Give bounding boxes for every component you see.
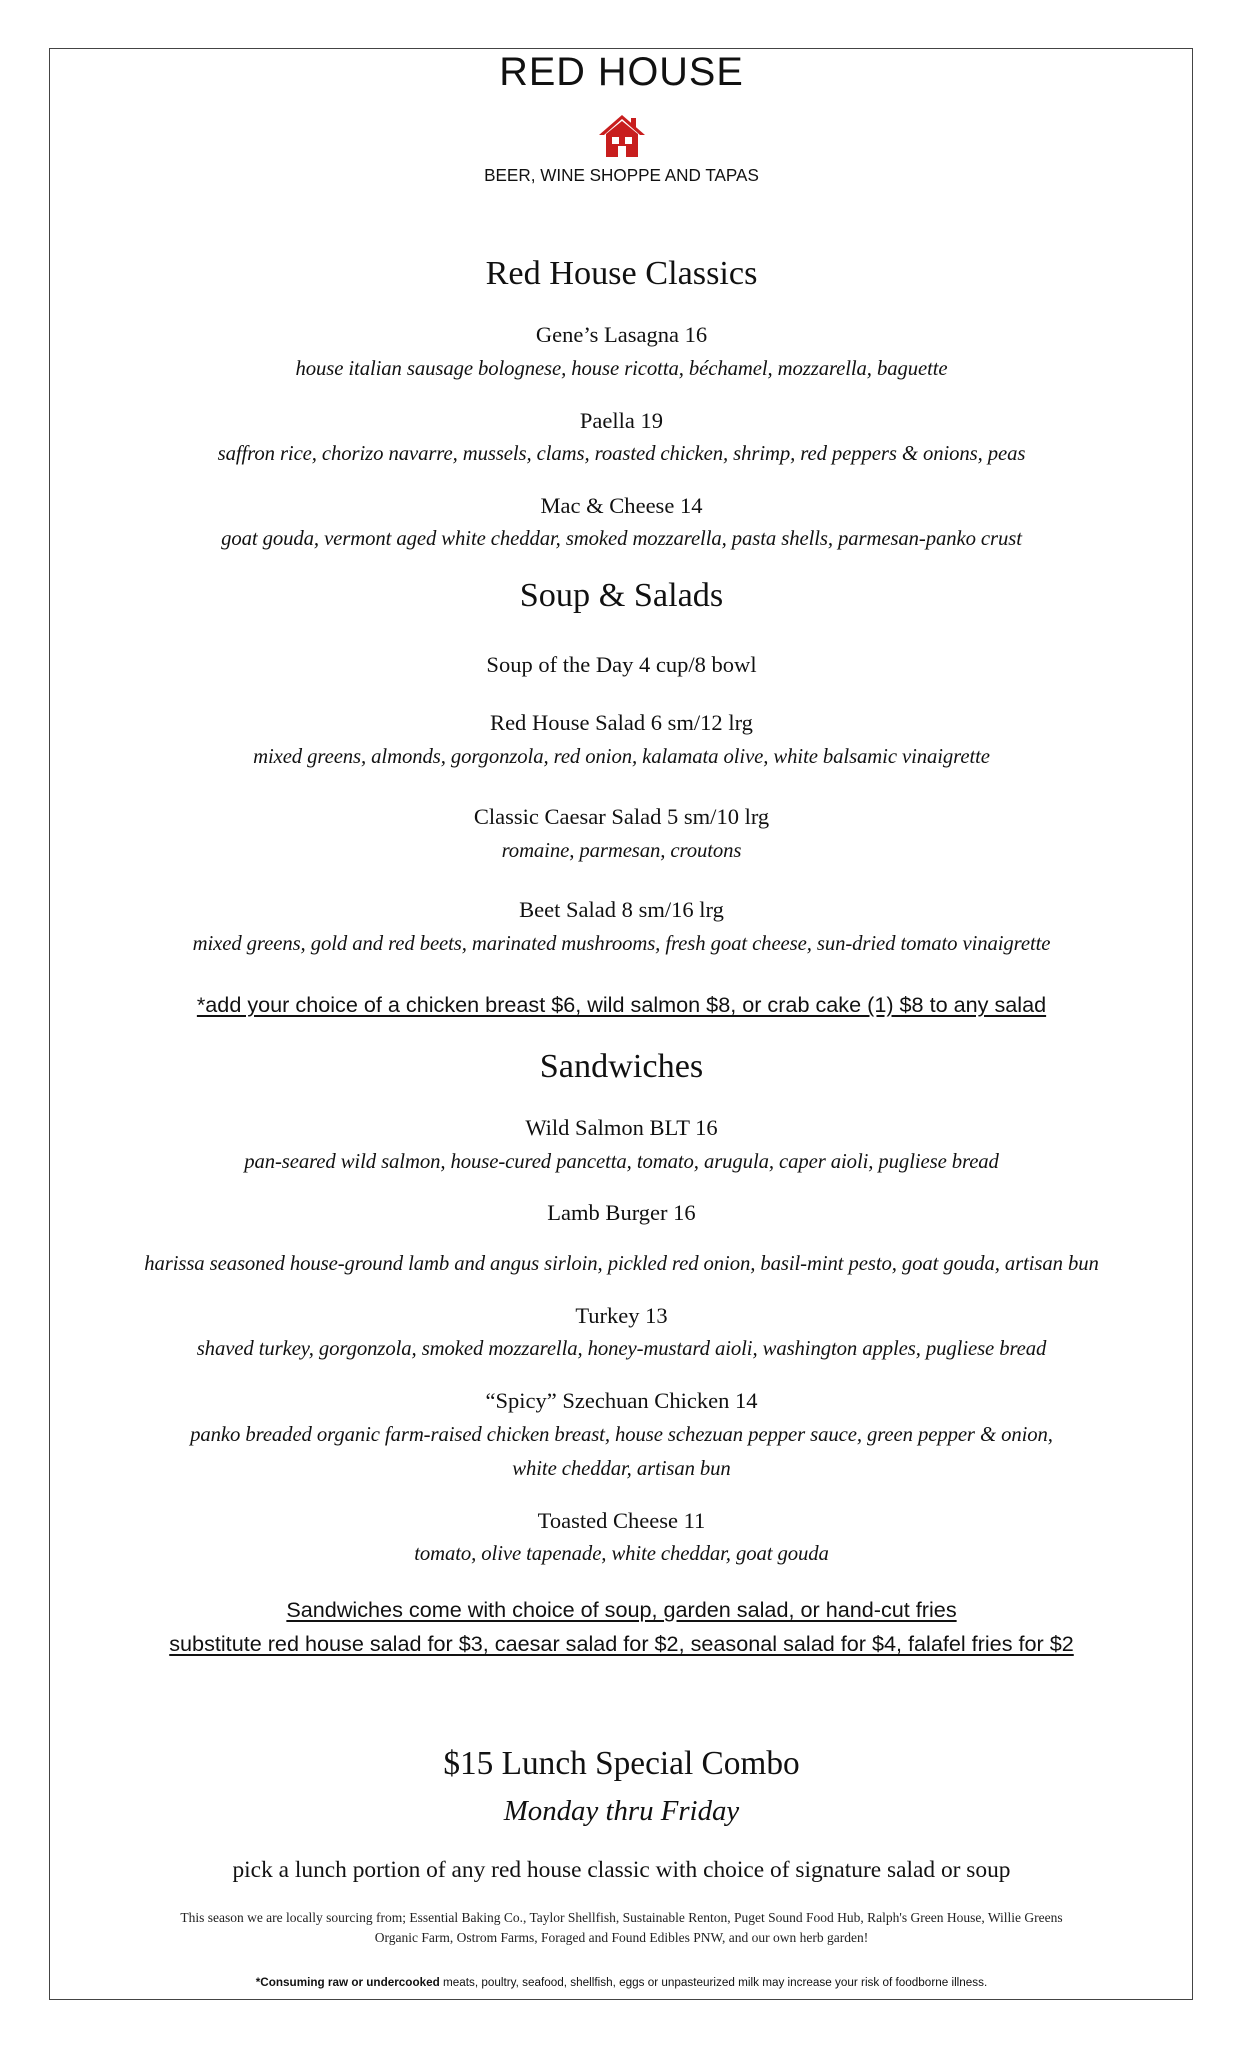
menu-item-name: “Spicy” Szechuan Chicken 14 xyxy=(485,1388,758,1413)
section-heading-soups: Soup & Salads xyxy=(519,576,724,614)
warning-text: meats, poultry, seafood, shellfish, eggs or unpasteurized milk may increase your risk of foodborne illness. xyxy=(439,1976,988,1989)
foodborne-warning xyxy=(0,1976,1243,1989)
menu-item-name: Paella 19 xyxy=(579,408,664,433)
menu-item-description: house italian sausage bolognese, house ricotta, béchamel, mozzarella, baguette xyxy=(295,358,948,380)
menu-item-name: Red House Salad 6 sm/12 lrg xyxy=(490,710,753,735)
menu-item-description: panko breaded organic farm-raised chicken breast, house schezuan pepper sauce, green pepper & onion, xyxy=(190,1424,1053,1446)
menu-item-name: Turkey 13 xyxy=(575,1303,668,1328)
lunch-special-description: pick a lunch portion of any red house classic with choice of signature salad or soup xyxy=(232,1857,1011,1883)
menu-item-description: shaved turkey, gorgonzola, smoked mozzarella, honey-mustard aioli, washington apples, pugliese bread xyxy=(196,1338,1047,1360)
menu-item-description: goat gouda, vermont aged white cheddar, smoked mozzarella, pasta shells, parmesan-panko crust xyxy=(221,528,1022,550)
menu-item-name: Gene’s Lasagna 16 xyxy=(535,322,708,347)
house-icon xyxy=(597,113,647,159)
warning-bold-text: *Consuming raw or undercooked xyxy=(255,1976,440,1989)
menu-item-name: Beet Salad 8 sm/16 lrg xyxy=(519,897,724,922)
tagline: BEER, WINE SHOPPE AND TAPAS xyxy=(484,166,759,185)
section-heading-sandwiches: Sandwiches xyxy=(539,1047,704,1085)
salad-addon-note: *add your choice of a chicken breast $6, wild salmon $8, or crab cake (1) $8 to any salad xyxy=(196,992,1047,1017)
section-heading-classics: Red House Classics xyxy=(485,254,758,292)
lunch-special-days: Monday thru Friday xyxy=(503,1795,740,1827)
menu-item-name: Wild Salmon BLT 16 xyxy=(525,1115,718,1140)
menu-item-description: pan-seared wild salmon, house-cured pancetta, tomato, arugula, caper aioli, pugliese bread xyxy=(244,1151,999,1173)
menu-item-description: mixed greens, gold and red beets, marinated mushrooms, fresh goat cheese, sun-dried tomato vinaigrette xyxy=(192,933,1051,955)
sourcing-note-line2: Organic Farm, Ostrom Farms, Foraged and Found Edibles PNW, and our own herb garden! xyxy=(374,1930,869,1945)
sandwich-substitution-note: substitute red house salad for $3, caesar salad for $2, seasonal salad for $4, falafel fries for $2 xyxy=(169,1631,1074,1656)
menu-item-name: Classic Caesar Salad 5 sm/10 lrg xyxy=(473,804,770,829)
menu-item-description: saffron rice, chorizo navarre, mussels, clams, roasted chicken, shrimp, red peppers & onions, peas xyxy=(217,443,1026,465)
sourcing-note-line1: This season we are locally sourcing from; Essential Baking Co., Taylor Shellfish, Sustainable Renton, Puget Sound Food Hub, Ralph's Green House, Willie Greens xyxy=(180,1910,1063,1925)
menu-item-name: Lamb Burger 16 xyxy=(547,1200,696,1225)
menu-item-description: mixed greens, almonds, gorgonzola, red onion, kalamata olive, white balsamic vinaigrette xyxy=(253,746,990,768)
menu-item-description: white cheddar, artisan bun xyxy=(512,1458,731,1480)
menu-item-description: romaine, parmesan, croutons xyxy=(501,840,742,862)
menu-item-name: Soup of the Day 4 cup/8 bowl xyxy=(486,652,757,677)
menu-item-description: tomato, olive tapenade, white cheddar, goat gouda xyxy=(414,1543,829,1565)
restaurant-title: RED HOUSE xyxy=(499,50,744,94)
menu-item-description: harissa seasoned house-ground lamb and angus sirloin, pickled red onion, basil-mint pesto, goat gouda, artisan bun xyxy=(144,1253,1099,1275)
menu-item-name: Mac & Cheese 14 xyxy=(540,493,703,518)
lunch-special-title: $15 Lunch Special Combo xyxy=(443,1745,800,1782)
menu-item-name: Toasted Cheese 11 xyxy=(537,1508,706,1533)
sandwich-sides-note: Sandwiches come with choice of soup, garden salad, or hand-cut fries xyxy=(286,1597,957,1622)
